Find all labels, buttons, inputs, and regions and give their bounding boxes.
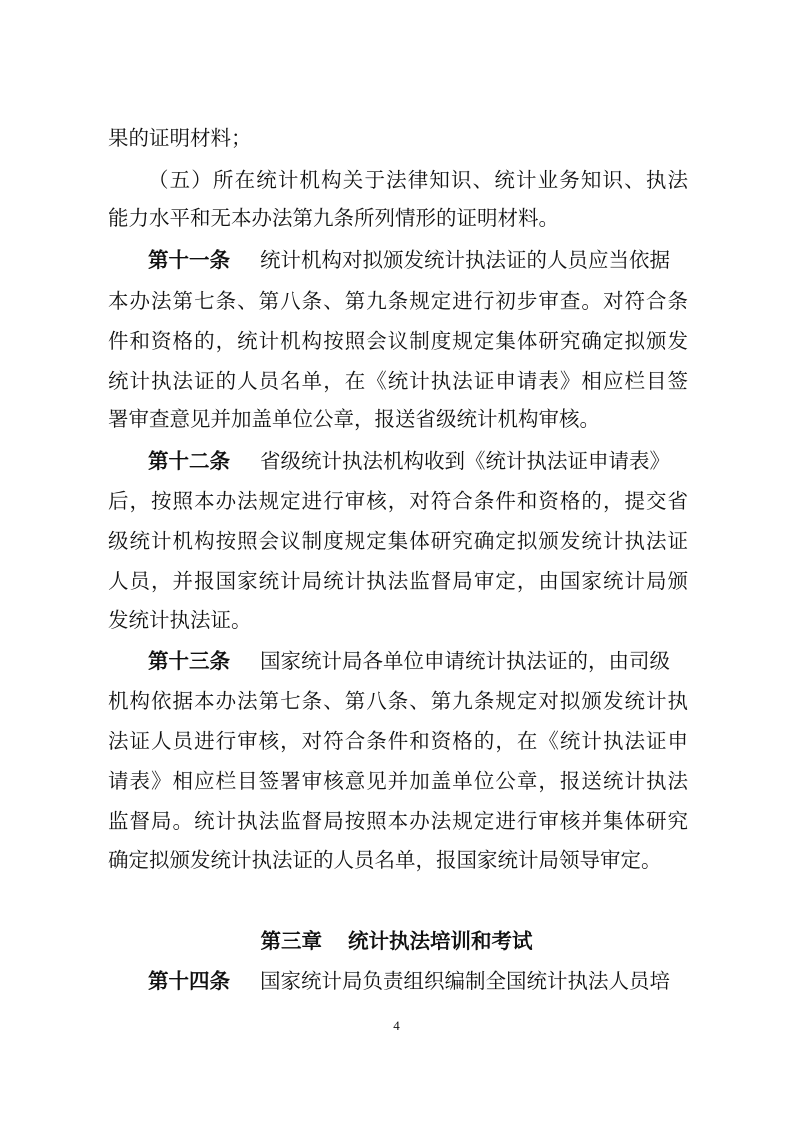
paragraph-line: 统计执法证的人员名单，在《统计执法证申请表》相应栏目签 bbox=[108, 369, 688, 393]
article-heading: 第十一条 bbox=[148, 248, 230, 272]
article-text: 省级统计执法机构收到《统计执法证申请表》 bbox=[260, 449, 670, 473]
article-11-first-line bbox=[148, 240, 688, 280]
article-text: 国家统计局各单位申请统计执法证的，由司级 bbox=[260, 649, 670, 673]
paragraph-line: 请表》相应栏目签署审核意见并加盖单位公章，报送统计执法 bbox=[108, 769, 688, 793]
article-text: 国家统计局负责组织编制全国统计执法人员培 bbox=[260, 969, 670, 993]
paragraph-line: 法证人员进行审核，对符合条件和资格的，在《统计执法证申 bbox=[108, 729, 688, 753]
paragraph-line: 能力水平和无本办法第九条所列情形的证明材料。 bbox=[108, 206, 559, 230]
paragraph-line: 监督局。统计执法监督局按照本办法规定进行审核并集体研究 bbox=[108, 809, 688, 833]
paragraph-line: 本办法第七条、第八条、第九条规定进行初步审查。对符合条 bbox=[108, 289, 688, 313]
article-heading: 第十三条 bbox=[148, 649, 230, 673]
article-12-first-line bbox=[148, 441, 688, 481]
chapter-number: 第三章 bbox=[260, 929, 322, 953]
chapter-heading bbox=[0, 921, 793, 961]
paragraph-line: 人员，并报国家统计局统计执法监督局审定，由国家统计局颁 bbox=[108, 569, 688, 593]
paragraph-line: 件和资格的，统计机构按照会议制度规定集体研究确定拟颁发 bbox=[108, 329, 688, 353]
paragraph-line: 机构依据本办法第七条、第八条、第九条规定对拟颁发统计执 bbox=[108, 689, 688, 713]
paragraph-line: 后，按照本办法规定进行审核，对符合条件和资格的，提交省 bbox=[108, 489, 688, 513]
paragraph-line: 级统计机构按照会议制度规定集体研究确定拟颁发统计执法证 bbox=[108, 529, 688, 553]
paragraph-line: 确定拟颁发统计执法证的人员名单，报国家统计局领导审定。 bbox=[108, 848, 662, 872]
chapter-title: 统计执法培训和考试 bbox=[348, 929, 533, 953]
page-number: 4 bbox=[393, 1018, 400, 1033]
article-text: 统计机构对拟颁发统计执法证的人员应当依据 bbox=[260, 248, 670, 272]
article-heading: 第十二条 bbox=[148, 449, 230, 473]
article-13-first-line bbox=[148, 641, 688, 681]
article-heading: 第十四条 bbox=[148, 969, 230, 993]
paragraph-line: 发统计执法证。 bbox=[108, 608, 252, 632]
paragraph-line: 署审查意见并加盖单位公章，报送省级统计机构审核。 bbox=[108, 407, 600, 431]
article-14-first-line bbox=[148, 961, 688, 1001]
paragraph-line: 果的证明材料； bbox=[108, 126, 252, 150]
paragraph-line: （五）所在统计机构关于法律知识、统计业务知识、执法 bbox=[148, 168, 688, 192]
